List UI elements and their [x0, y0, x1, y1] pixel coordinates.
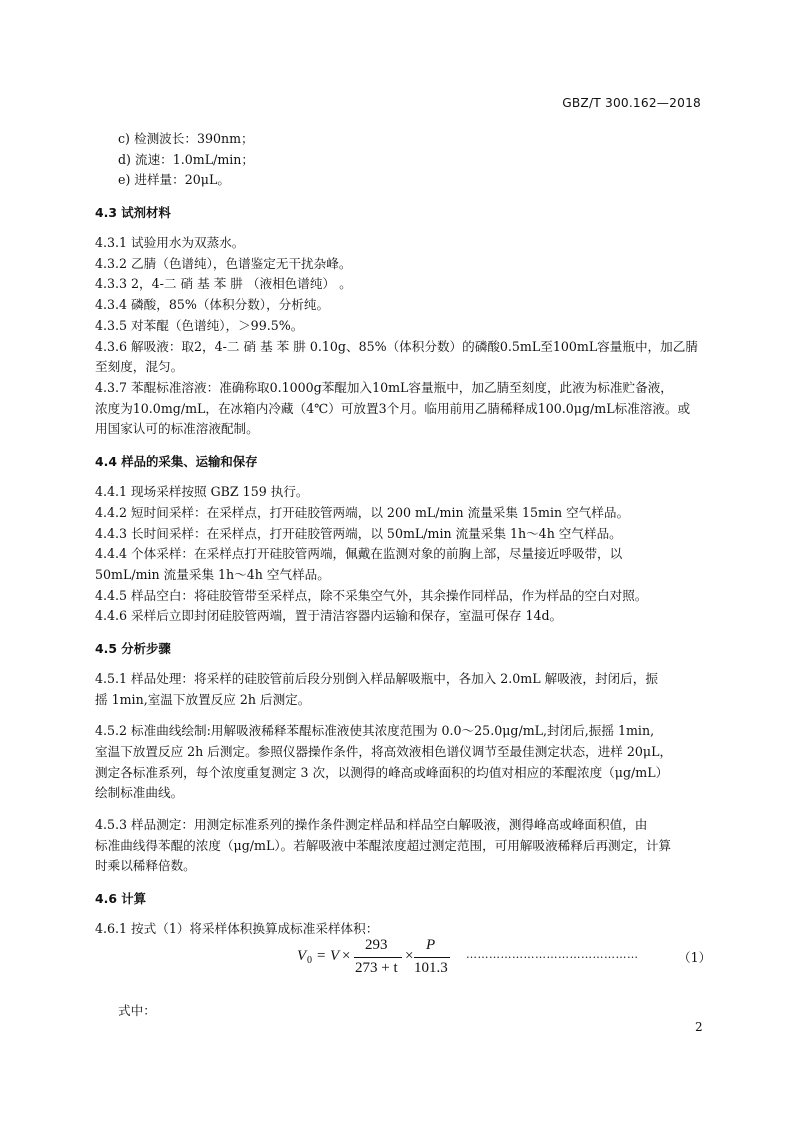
- section-heading-4-6: 4.6 计算: [95, 891, 147, 906]
- clause-4-3-3: 4.3.3 2，4-二 硝 基 苯 肼 （液相色谱纯） 。: [95, 276, 352, 291]
- formula-number: （1）: [678, 950, 712, 965]
- clause-4-3-4: 4.3.4 磷酸，85%（体积分数），分析纯。: [95, 297, 330, 312]
- list-item-c: c) 检测波长：390nm；: [118, 131, 254, 146]
- clause-4-4-5: 4.4.5 样品空白：将硅胶管带至采样点，除不采集空气外，其余操作同样品，作为样品的空白对照。: [95, 588, 648, 603]
- formula-v: V: [330, 948, 340, 964]
- formula-equals: =: [317, 948, 326, 964]
- clause-4-6-1: 4.6.1 按式（1）将采样体积换算成标准采样体积：: [95, 921, 379, 936]
- fraction-bar-2: [414, 957, 450, 958]
- formula-dot-leader: ………………………………………: [466, 948, 639, 961]
- list-item-e: e) 进样量：20μL。: [118, 172, 230, 187]
- formula-numerator-1: 293: [365, 937, 388, 953]
- clause-4-5-3-cont-2: 时乘以稀释倍数。: [95, 858, 196, 873]
- clause-4-4-1: 4.4.1 现场采样按照 GBZ 159 执行。: [95, 484, 309, 499]
- section-heading-4-5: 4.5 分析步骤: [95, 641, 171, 656]
- where-label: 式中：: [118, 1003, 156, 1018]
- formula-numerator-2: P: [426, 937, 436, 953]
- clause-4-4-2: 4.4.2 短时间采样：在采样点，打开硅胶管两端，以 200 mL/min 流量采集 15min 空气样品。: [95, 505, 630, 520]
- section-heading-4-3: 4.3 试剂材料: [95, 205, 171, 220]
- section-heading-4-4: 4.4 样品的采集、运输和保存: [95, 454, 258, 469]
- clause-4-5-2-cont-1: 室温下放置反应 2h 后测定。参照仪器操作条件，将高效液相色谱仪调节至最佳测定状态，进样 20μL，: [95, 744, 673, 759]
- clause-4-5-1: 4.5.1 样品处理：将采样的硅胶管前后段分别倒入样品解吸瓶中，各加入 2.0mL 解吸液，封闭后，振: [95, 671, 658, 686]
- formula-times-2: ×: [405, 948, 414, 964]
- fraction-bar-1: [354, 957, 402, 958]
- page-number: 2: [695, 1020, 703, 1034]
- clause-4-5-3-cont-1: 标准曲线得苯醌的浓度（μg/mL）。若解吸液中苯醌浓度超过测定范围，可用解吸液稀释后再测定，计算: [95, 838, 672, 853]
- clause-4-5-2-cont-2: 测定各标准系列，每个浓度重复测定 3 次，以测得的峰高或峰面积的均值对相应的苯醌浓度（μg/mL）: [95, 765, 669, 780]
- clause-4-3-7: 4.3.7 苯醌标准溶液：准确称取0.1000g苯醌加入10mL容量瓶中，加乙腈至刻度，此液为标准贮备液，: [95, 380, 673, 395]
- clause-4-3-2: 4.3.2 乙腈（色谱纯），色谱鉴定无干扰杂峰。: [95, 256, 352, 271]
- formula-denominator-1: 273 + t: [355, 960, 398, 976]
- clause-4-5-1-cont: 摇 1min,室温下放置反应 2h 后测定。: [95, 692, 311, 707]
- clause-4-4-4-cont: 50mL/min 流量采集 1h～4h 空气样品。: [95, 567, 330, 582]
- list-item-d: d) 流速：1.0mL/min；: [118, 152, 255, 167]
- clause-4-4-4: 4.4.4 个体采样：在采样点打开硅胶管两端，佩戴在监测对象的前胸上部，尽量接近呼吸带，以: [95, 546, 623, 561]
- clause-4-5-3: 4.5.3 样品测定：用测定标准系列的操作条件测定样品和样品空白解吸液，测得峰高或峰面积值，由: [95, 817, 648, 832]
- clause-4-5-2-cont-3: 绘制标准曲线。: [95, 785, 184, 800]
- clause-4-3-7-cont-1: 浓度为10.0mg/mL，在冰箱内冷藏（4℃）可放置3个月。临用前用乙腈稀释成100.0μg/mL标准溶液。或: [95, 401, 691, 416]
- formula-lhs: V: [297, 948, 307, 964]
- clause-4-5-2: 4.5.2 标准曲线绘制:用解吸液稀释苯醌标准液使其浓度范围为 0.0～25.0μg/mL,封闭后,振摇 1min,: [95, 723, 655, 738]
- standard-code: GBZ/T 300.162—2018: [562, 96, 701, 110]
- clause-4-3-7-cont-2: 用国家认可的标准溶液配制。: [95, 421, 259, 436]
- clause-4-3-6: 4.3.6 解吸液：取2，4-二 硝 基 苯 肼 0.10g、85%（体积分数）的磷酸0.5mL至100mL容量瓶中，加乙腈: [95, 339, 698, 354]
- formula-lhs-subscript: 0: [307, 955, 312, 966]
- clause-4-4-3: 4.4.3 长时间采样：在采样点，打开硅胶管两端，以 50mL/min 流量采集 1h～4h 空气样品。: [95, 526, 622, 541]
- formula-denominator-2: 101.3: [414, 960, 448, 976]
- formula-times-1: ×: [342, 948, 351, 964]
- clause-4-3-6-cont: 至刻度，混匀。: [95, 359, 184, 374]
- clause-4-4-6: 4.4.6 采样后立即封闭硅胶管两端，置于清洁容器内运输和保存，室温可保存 14d。: [95, 608, 563, 623]
- clause-4-3-1: 4.3.1 试验用水为双蒸水。: [95, 235, 245, 250]
- clause-4-3-5: 4.3.5 对苯醌（色谱纯），＞99.5%。: [95, 318, 304, 333]
